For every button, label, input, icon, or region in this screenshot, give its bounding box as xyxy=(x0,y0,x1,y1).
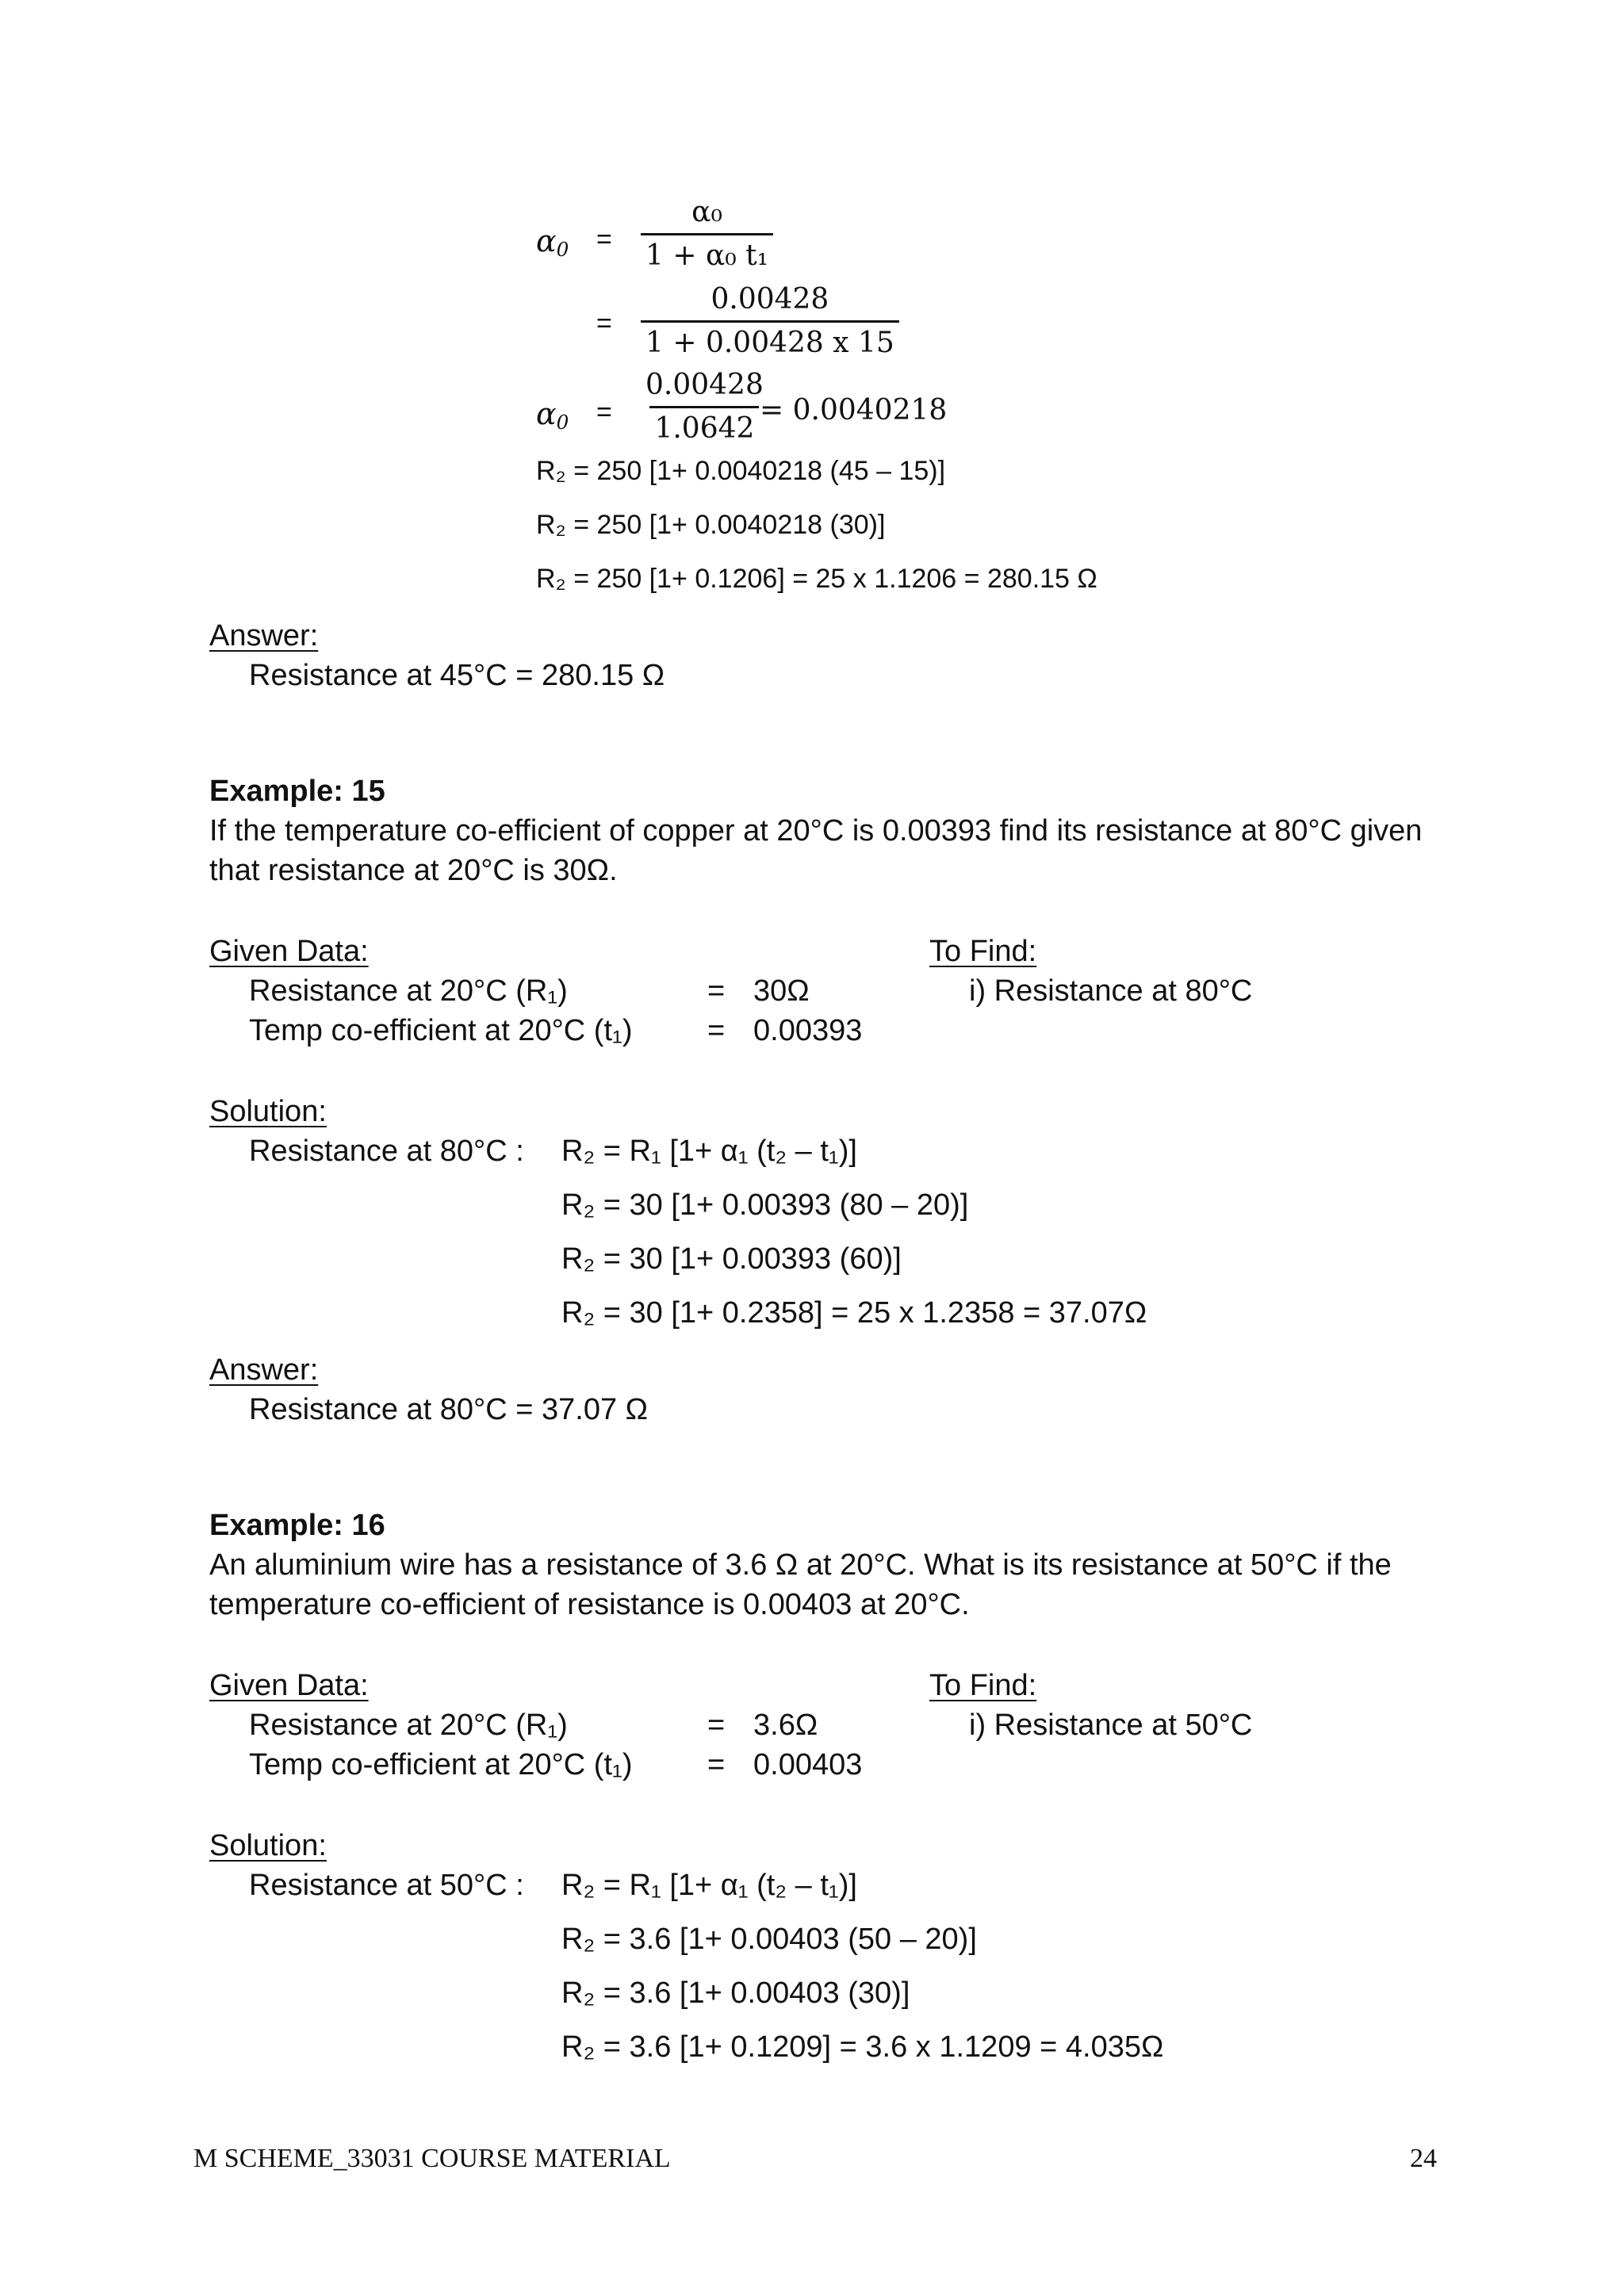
fraction-2-numerator: 0.00428 xyxy=(710,283,829,316)
fraction-2-denominator: 1 + 0.00428 x 15 xyxy=(641,320,899,361)
alpha-zero-symbol: $\alpha_0$ xyxy=(536,224,569,262)
given-item-label: Temp co-efficient at 20°C (t₁) xyxy=(249,1748,633,1781)
given-data-label: Given Data: xyxy=(209,1669,369,1702)
fraction-3-numerator: 0.00428 xyxy=(645,369,764,401)
page-number: 24 xyxy=(1410,2144,1437,2173)
fraction-1-numerator: α₀ xyxy=(691,196,722,228)
given-item-eq: = xyxy=(707,1014,726,1047)
problem-statement: that resistance at 20°C is 30Ω. xyxy=(209,854,618,887)
to-find-item: i) Resistance at 50°C xyxy=(969,1709,1253,1742)
alpha-zero-symbol: $\alpha_0$ xyxy=(536,396,569,434)
calc-step: R₂ = 250 [1+ 0.0040218 (45 – 15)] xyxy=(536,456,946,486)
fraction-1 xyxy=(641,195,773,274)
given-item-value: 0.00403 xyxy=(753,1748,863,1781)
calc-step: R₂ = 250 [1+ 0.0040218 (30)] xyxy=(536,510,886,540)
given-item-label: Temp co-efficient at 20°C (t₁) xyxy=(249,1014,633,1047)
given-item-value: 3.6Ω xyxy=(753,1709,818,1742)
to-find-label: To Find: xyxy=(929,1669,1037,1702)
solution-step: R₂ = R₁ [1+ α₁ (t₂ – t₁)] xyxy=(561,1869,857,1902)
given-item-eq: = xyxy=(707,1748,726,1781)
problem-statement: If the temperature co-efficient of copper at 20°C is 0.00393 find its resistance at 80°C given xyxy=(209,814,1423,848)
given-item-eq: = xyxy=(707,1709,726,1742)
fraction-1-denominator: 1 + α₀ t₁ xyxy=(641,233,773,274)
to-find-item: i) Resistance at 80°C xyxy=(969,974,1253,1008)
solution-step: R₂ = R₁ [1+ α₁ (t₂ – t₁)] xyxy=(561,1135,857,1168)
given-item-eq: = xyxy=(707,974,726,1008)
solution-step: R₂ = 3.6 [1+ 0.00403 (30)] xyxy=(561,1976,910,2010)
solution-step: R₂ = 3.6 [1+ 0.1209] = 3.6 x 1.1209 = 4.035Ω xyxy=(561,2030,1164,2064)
given-item-value: 30Ω xyxy=(753,974,810,1008)
problem-statement: An aluminium wire has a resistance of 3.6 Ω at 20°C. What is its resistance at 50°C if the xyxy=(209,1548,1392,1582)
equals-sign: = xyxy=(596,224,612,254)
given-item-value: 0.00393 xyxy=(753,1014,863,1047)
answer-label: Answer: xyxy=(209,619,319,652)
example-title: Example: 16 xyxy=(209,1509,385,1542)
answer-text: Resistance at 80°C = 37.07 Ω xyxy=(249,1393,649,1426)
solution-step: R₂ = 30 [1+ 0.2358] = 25 x 1.2358 = 37.07Ω xyxy=(561,1296,1147,1330)
fraction-2 xyxy=(641,282,899,361)
problem-statement: temperature co-efficient of resistance is 0.00403 at 20°C. xyxy=(209,1588,970,1621)
solution-label: Solution: xyxy=(209,1095,327,1128)
solution-step: R₂ = 30 [1+ 0.00393 (60)] xyxy=(561,1242,902,1276)
solution-step: R₂ = 3.6 [1+ 0.00403 (50 – 20)] xyxy=(561,1923,977,1956)
example-title: Example: 15 xyxy=(209,775,385,808)
to-find-label: To Find: xyxy=(929,935,1037,968)
calc-step: R₂ = 250 [1+ 0.1206] = 25 x 1.1206 = 280.15 Ω xyxy=(536,564,1097,594)
solution-head: Resistance at 80°C : xyxy=(249,1135,524,1168)
footer-course-title: M SCHEME_33031 COURSE MATERIAL xyxy=(193,2144,671,2173)
fraction-3 xyxy=(641,368,768,446)
fraction-3-result: = 0.0040218 xyxy=(760,394,948,427)
solution-step: R₂ = 30 [1+ 0.00393 (80 – 20)] xyxy=(561,1188,969,1222)
equals-sign: = xyxy=(596,397,612,427)
answer-label: Answer: xyxy=(209,1353,319,1387)
solution-head: Resistance at 50°C : xyxy=(249,1869,524,1902)
given-data-label: Given Data: xyxy=(209,935,369,968)
given-item-label: Resistance at 20°C (R₁) xyxy=(249,974,568,1008)
given-item-label: Resistance at 20°C (R₁) xyxy=(249,1709,568,1742)
solution-label: Solution: xyxy=(209,1829,327,1862)
fraction-3-denominator: 1.0642 xyxy=(649,406,759,446)
equals-sign: = xyxy=(596,308,612,339)
answer-text: Resistance at 45°C = 280.15 Ω xyxy=(249,659,665,692)
